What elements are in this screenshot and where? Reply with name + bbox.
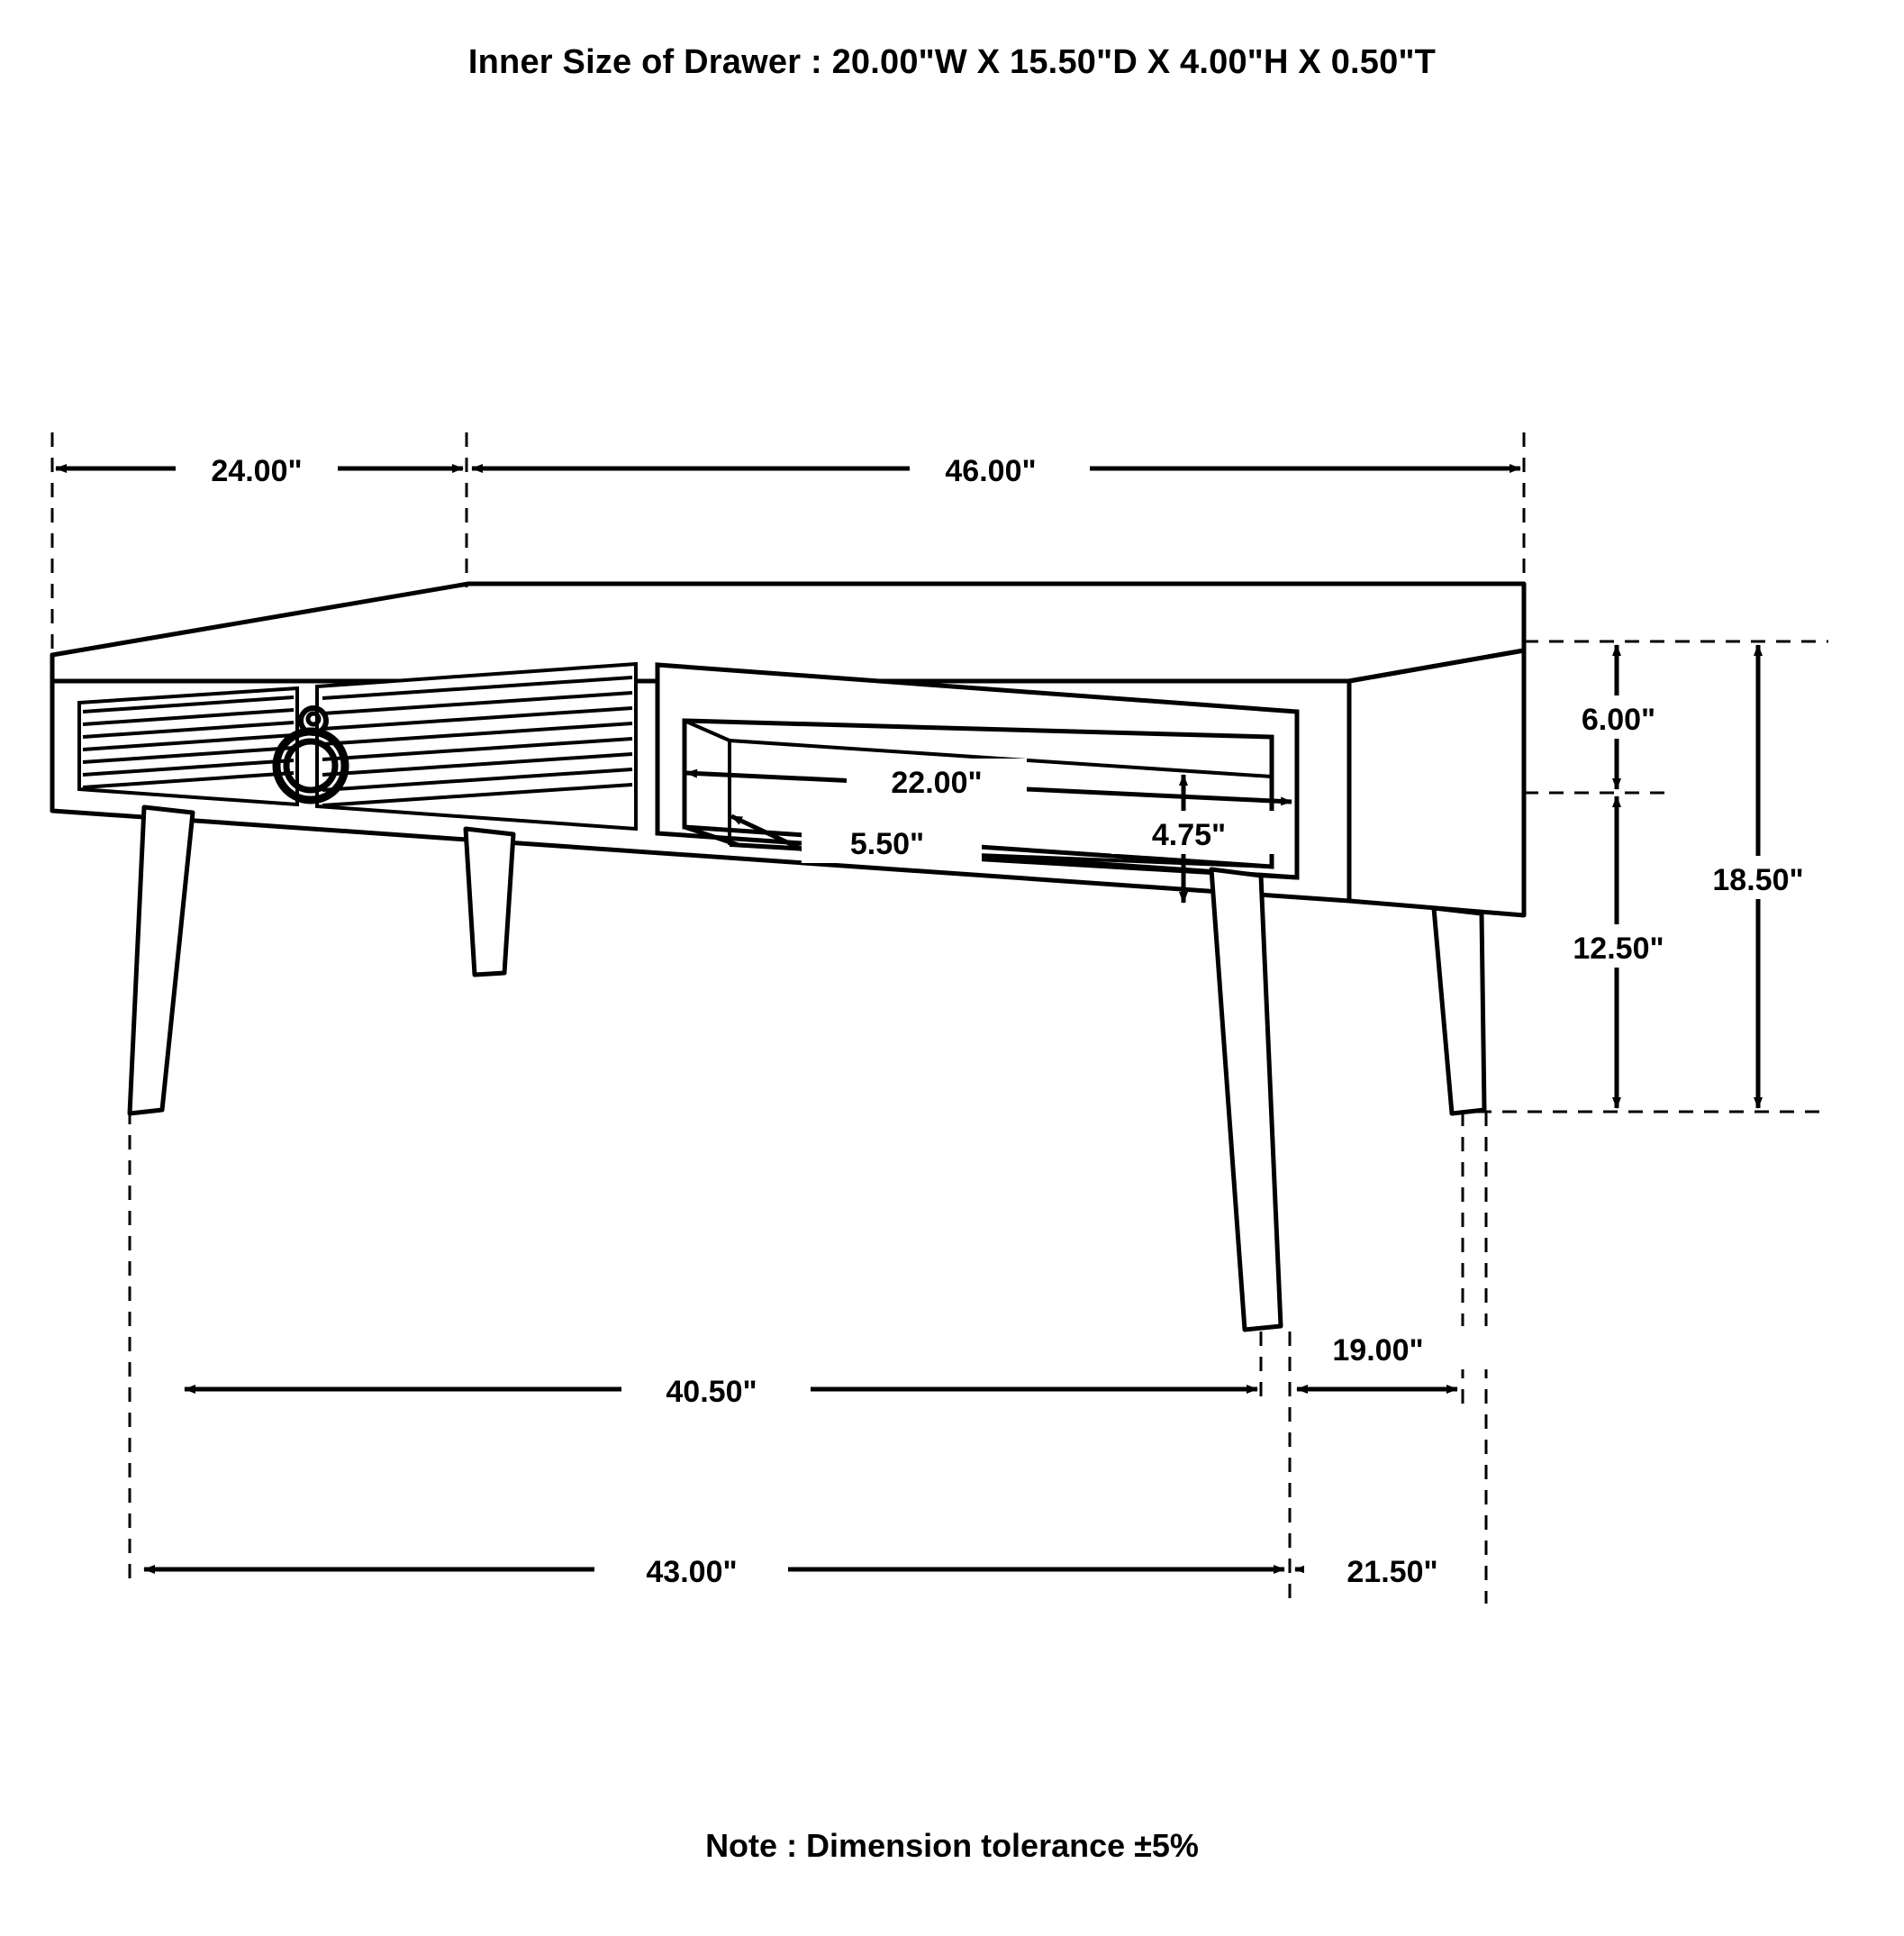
- dim-label-18-5: 18.50": [1712, 863, 1804, 897]
- page-title: Inner Size of Drawer : 20.00"W X 15.50"D X 4.00"H X 0.50"T: [467, 43, 1437, 81]
- dim-label-24: 24.00": [211, 454, 303, 488]
- dimension-apron-height: [1531, 645, 1707, 789]
- dim-label-46: 46.00": [945, 454, 1037, 488]
- dimension-leg-span-bottom: [144, 1548, 1284, 1591]
- dimension-leg-span-top: [185, 1368, 1257, 1411]
- tolerance-note: Note : Dimension tolerance ±5%: [705, 1827, 1199, 1864]
- dim-label-21-5: 21.50": [1346, 1555, 1438, 1589]
- dim-label-4-75: 4.75": [1151, 818, 1227, 852]
- dim-label-43: 43.00": [646, 1555, 738, 1589]
- dim-label-6: 6.00": [1581, 703, 1656, 737]
- dimension-width-top: [472, 447, 1520, 490]
- dimension-leg-offset-bottom: [1295, 1548, 1484, 1591]
- dim-label-19: 19.00": [1332, 1333, 1424, 1368]
- dim-label-5-5: 5.50": [849, 827, 925, 861]
- dim-label-12-5: 12.50": [1573, 932, 1664, 966]
- dim-label-40-5: 40.50": [666, 1375, 757, 1409]
- dimension-depth-top: [56, 447, 463, 490]
- dimension-leg-offset-top: [1297, 1326, 1488, 1389]
- dimension-leg-height: [1522, 796, 1716, 1108]
- dim-label-22: 22.00": [891, 766, 983, 800]
